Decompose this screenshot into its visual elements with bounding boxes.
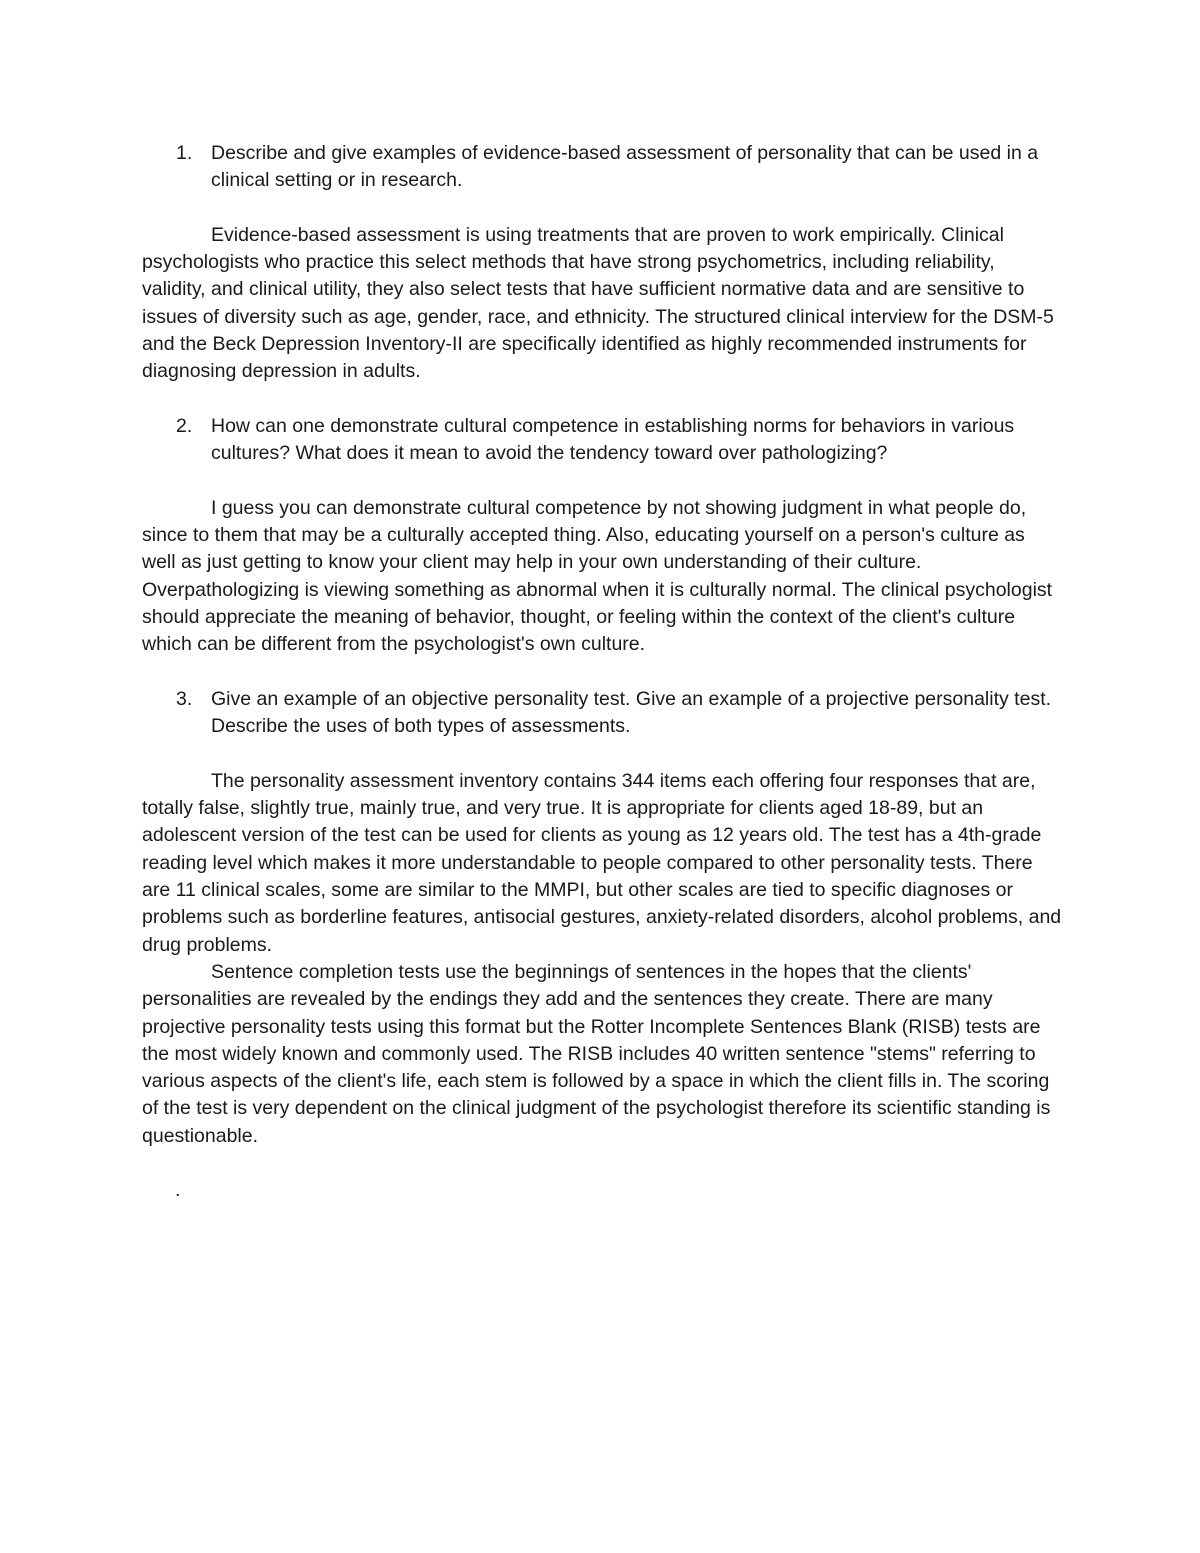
spacer (142, 659, 1062, 686)
answer-2-paragraph-1: I guess you can demonstrate cultural competence by not showing judgment in what people do, since to them that may be a culturally accepted thing. Also, educating yourself on a person's culture as well as just getting to know your client may help in your own understanding of their culture. Overpathologizing is viewing something as abnormal when it is culturally normal. The clinical psychologist should appreciate the meaning of behavior, thought, or feeling within the context of the client's culture which can be different from the psychologist's own culture. (142, 496, 1053, 656)
question-2 (142, 413, 1062, 468)
spacer (142, 468, 1062, 495)
spacer (142, 1150, 1062, 1177)
question-3 (142, 686, 1062, 741)
answer-3-paragraph-2: Sentence completion tests use the beginnings of sentences in the hopes that the clients' personalities are revealed by the endings they add and the sentences they create. There are many projective personality tests using this format but the Rotter Incomplete Sentences Blank (RISB) tests are the most widely known and commonly used. The RISB includes 40 written sentence "stems" referring to various aspects of the client's life, each stem is followed by a space in which the client fills in. The scoring of the test is very dependent on the clinical judgment of the psychologist therefore its scientific standing is questionable. (142, 960, 1051, 1147)
question-number: 3. (176, 687, 193, 710)
trailing-mark: . (175, 1179, 181, 1202)
question-text: Give an example of an objective personality test. Give an example of a projective personality test. Describe the uses of both types of assessments. (211, 687, 1052, 738)
question-text: Describe and give examples of evidence-based assessment of personality that can be used in a clinical setting or in research. (211, 142, 1039, 192)
spacer (142, 195, 1062, 222)
spacer (142, 741, 1062, 768)
question-number: 2. (176, 414, 193, 437)
answer-3-paragraph-1: The personality assessment inventory contains 344 items each offering four responses that are, totally false, slightly true, mainly true, and very true. It is appropriate for clients aged 18-89, but an adolescent version of the test can be used for clients as young as 12 years old. The test has a 4th-grade reading level which makes it more understandable to people compared to other personality tests. There are 11 clinical scales, some are similar to the MMPI, but other scales are tied to specific diagnoses or problems such as borderline features, antisocial gestures, anxiety-related disorders, alcohol problems, and drug problems. (142, 769, 1062, 956)
spacer (142, 386, 1062, 413)
document-body (142, 140, 1062, 1205)
question-text: How can one demonstrate cultural competence in establishing norms for behaviors in various cultures? What does it mean to avoid the tendency toward over pathologizing? (211, 414, 1015, 465)
question-number: 1. (176, 142, 193, 164)
answer-1-paragraph-1: Evidence-based assessment is using treatments that are proven to work empirically. Clinical psychologists who practice this select methods that have strong psychometrics, including reliability, validity, and clinical utility, they also select tests that have sufficient normative data and are sensitive to issues of diversity such as age, gender, race, and ethnicity. The structured clinical interview for the DSM-5 and the Beck Depression Inventory-II are specifically identified as highly recommended instruments for diagnosing depression in adults. (142, 223, 1054, 383)
question-1 (142, 140, 1062, 195)
